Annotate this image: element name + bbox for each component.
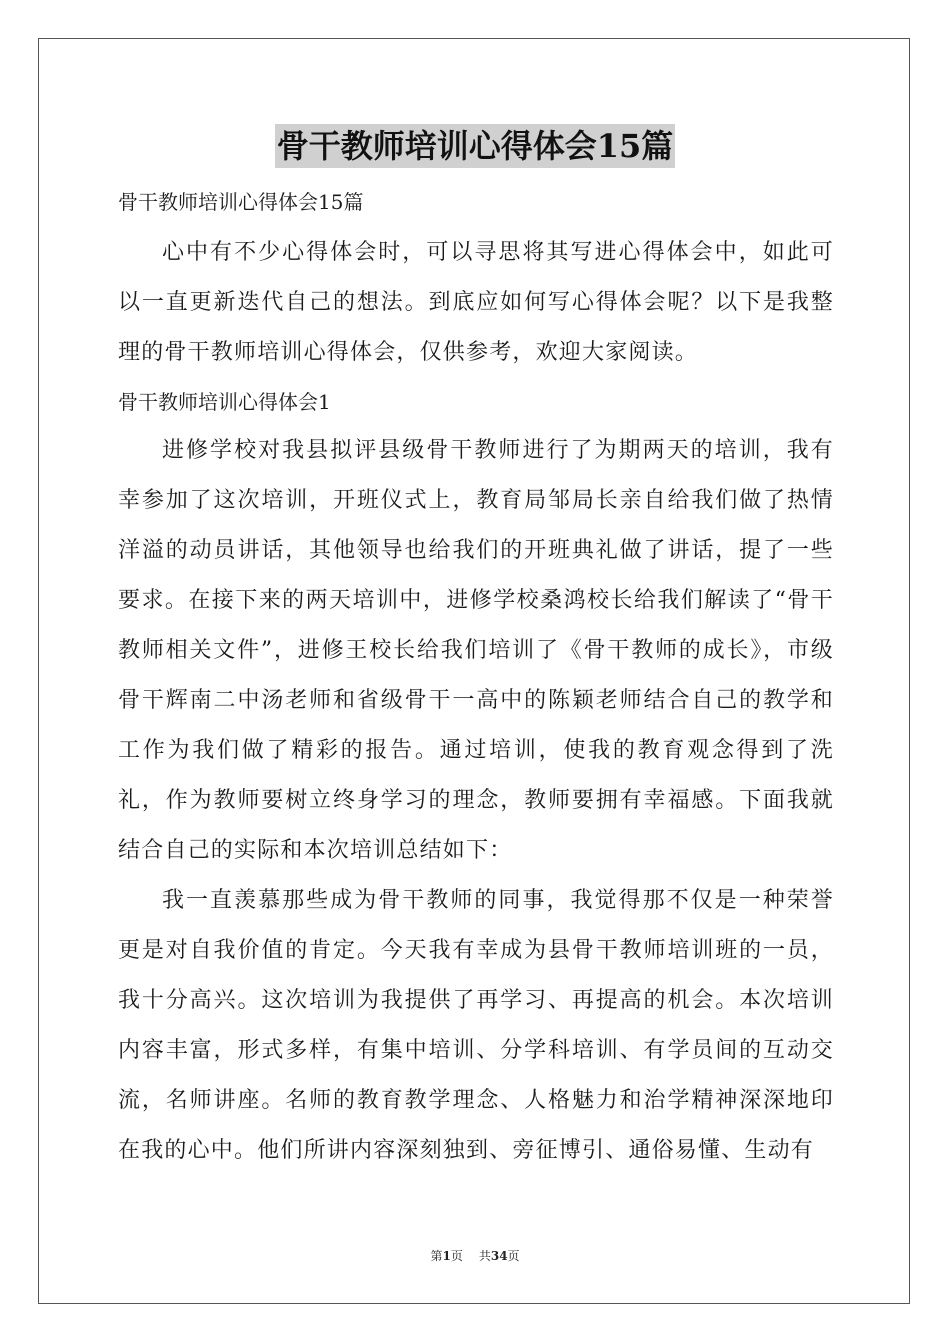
- intro-paragraph: 心中有不少心得体会时，可以寻思将其写进心得体会中，如此可以一直更新迭代自己的想法。到底应如何写心得体会呢？以下是我整理的骨干教师培训心得体会，仅供参考，欢迎大家阅读。: [118, 240, 834, 365]
- body-paragraph: 我一直羡慕那些成为骨干教师的同事，我觉得那不仅是一种荣誉更是对自我价值的肯定。今天我有幸成为县骨干教师培训班的一员，我十分高兴。这次培训为我提供了再学习、再提高的机会。本次培训内容丰富，形式多样，有集中培训、分学科培训、有学员间的互动交流，名师讲座。名师的教育教学理念、人格魅力和治学精神深深地印在我的心中。他们所讲内容深刻独到、旁征博引、通俗易懂、生动有: [118, 888, 834, 1163]
- body-paragraph: 进修学校对我县拟评县级骨干教师进行了为期两天的培训，我有幸参加了这次培训，开班仪式上，教育局邹局长亲自给我们做了热情洋溢的动员讲话，其他领导也给我们的开班典礼做了讲话，提了一些要求。在接下来的两天培训中，进修学校桑鸿校长给我们解读了“骨干教师相关文件”，进修王校长给我们培训了《骨干教师的成长》，市级骨干辉南二中汤老师和省级骨干一高中的陈颖老师结合自己的教学和工作为我们做了精彩的报告。通过培训，使我的教育观念得到了洗礼，作为教师要树立终身学习的理念，教师要拥有幸福感。下面我就结合自己的实际和本次培训总结如下：: [118, 438, 834, 863]
- page-prefix: 第: [430, 1249, 443, 1263]
- document-title: 骨干教师培训心得体会15篇: [275, 124, 676, 168]
- document-subtitle: 骨干教师培训心得体会15篇: [118, 190, 364, 214]
- page-footer: [0, 1247, 950, 1264]
- section-heading: 骨干教师培训心得体会1: [118, 390, 331, 414]
- page-total: 34: [490, 1249, 508, 1263]
- total-suffix: 页: [507, 1249, 520, 1263]
- title-container: [0, 124, 950, 168]
- total-prefix: 共: [478, 1249, 491, 1263]
- page-suffix: 页: [450, 1249, 463, 1263]
- document-body: [118, 178, 834, 1176]
- page-current: 1: [442, 1249, 451, 1263]
